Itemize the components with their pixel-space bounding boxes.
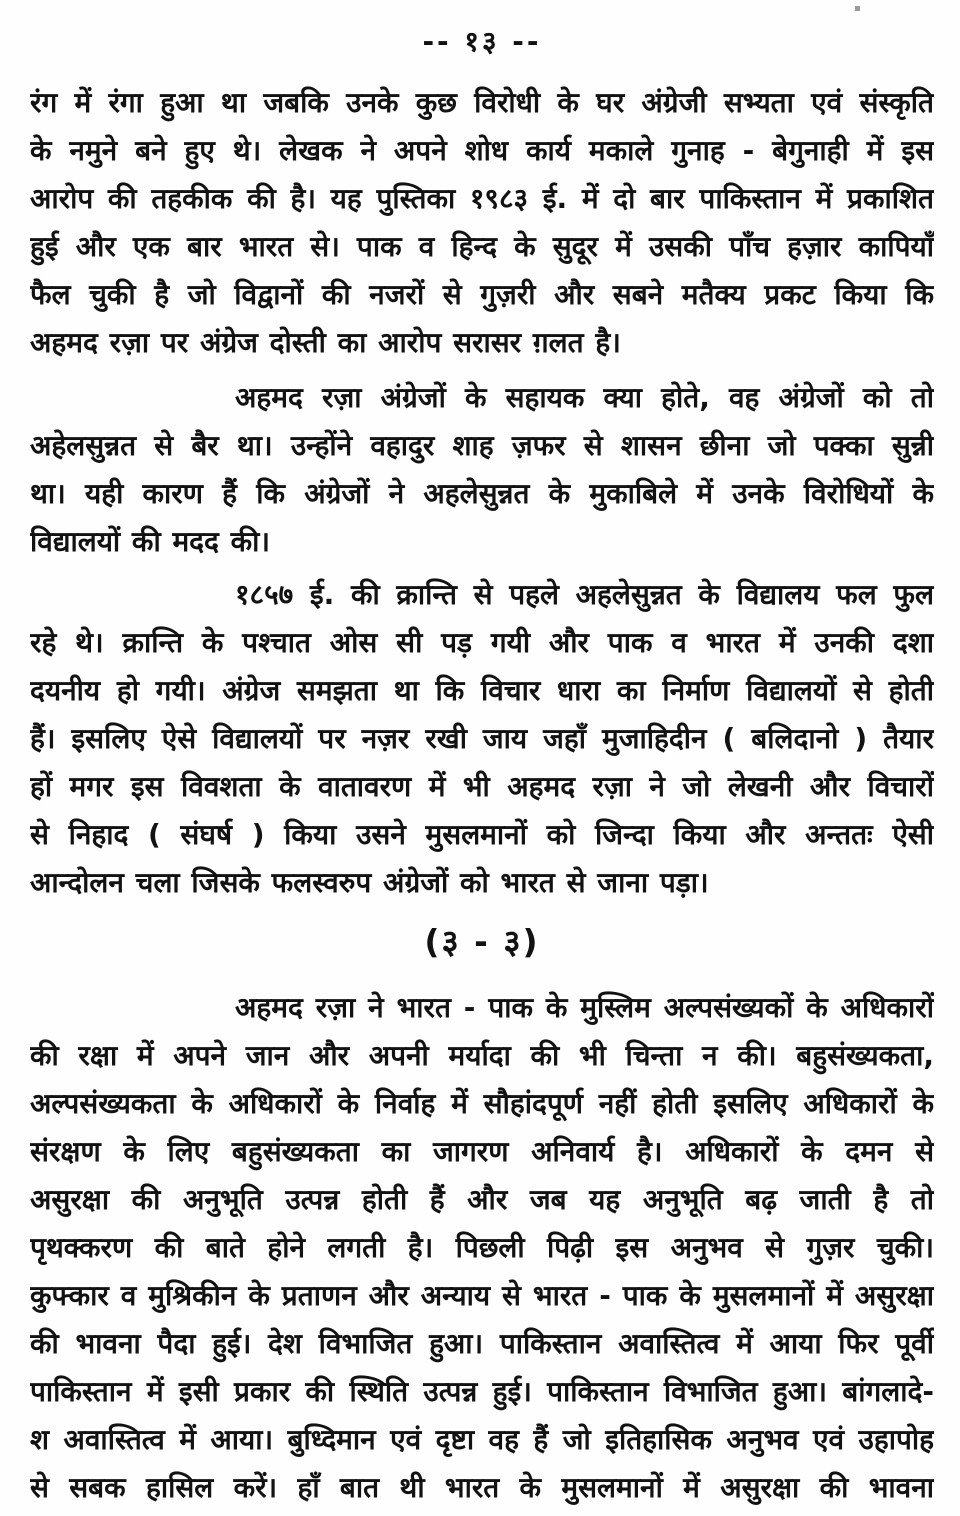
text-line: आरोप की तहकीक की है। यह पुस्तिका १९८३ ई. में दो बार पाकिस्तान में प्रकाशित — [30, 182, 934, 215]
text-line: के नमुने बने हुए थे। लेखक ने अपने शोध कार्य मकाले गुनाह - बेगुनाही में इस — [30, 134, 934, 167]
text-line: अहमद रज़ा अंग्रेजों के सहायक क्या होते, वह अंग्रेजों को तो — [235, 381, 934, 414]
text-line: रहे थे। क्रान्ति के पश्चात ओस सी पड़ गयी और पाक व भारत में उनकी दशा — [30, 626, 934, 659]
text-line: हैं। इसलिए ऐसे विद्यालयों पर नज़र रखी जाय जहाँ मुजाहिदीन ( बलिदानो ) तैयार — [30, 722, 934, 755]
text-line: हों मगर इस विवशता के वातावरण में भी अहमद रज़ा ने जो लेखनी और विचारों — [30, 770, 934, 803]
text-line: अल्पसंख्यकता के अधिकारों के निर्वाह में सौहांदपूर्ण नहीं होती इसलिए अधिकारों के — [30, 1087, 934, 1120]
text-line: संरक्षण के लिए बहुसंख्यकता का जागरण अनिवार्य है। अधिकारों के दमन से — [30, 1135, 934, 1168]
text-line: दयनीय हो गयी। अंग्रेज समझता था कि विचार धारा का निर्माण विद्यालयों से होती — [30, 674, 934, 707]
paragraph — [30, 79, 934, 367]
text-line: आन्दोलन चला जिसके फलस्वरुप अंग्रेजों को भारत से जाना पड़ा। — [30, 866, 709, 899]
text-line: था। यही कारण हैं कि अंग्रेजों ने अहलेसुन्नत के मुकाबिले में उनके विरोधियों के — [30, 477, 934, 510]
text-line: हुई और एक बार भारत से। पाक व हिन्द के सुदूर में उसकी पाँच हज़ार कापियाँ — [30, 230, 934, 263]
text-line: फैल चुकी है जो विद्वानों की नजरों से गुज़री और सबने मतैक्य प्रकट किया कि — [30, 278, 934, 311]
text-line: अहमद रज़ा ने भारत - पाक के मुस्लिम अल्पसंख्यकों के अधिकारों — [235, 991, 934, 1024]
text-line: से निहाद ( संघर्ष ) किया उसने मुसलमानों को जिन्दा किया और अन्ततः ऐसी — [30, 818, 934, 851]
text-blocks — [30, 79, 934, 1512]
text-line: रंग में रंगा हुआ था जबकि उनके कुछ विरोधी के घर अंग्रेजी सभ्यता एवं संस्कृति — [30, 86, 934, 119]
text-line: पृथक्करण की बाते होने लगती है। पिछली पिढ़ी इस अनुभव से गुज़र चुकी। — [30, 1231, 934, 1264]
paragraph — [30, 374, 934, 566]
text-line: असुरक्षा की अनुभूति उत्पन्न होती हैं और जब यह अनुभूति बढ़ जाती है तो — [30, 1183, 934, 1216]
paragraph — [30, 984, 934, 1512]
text-line: १८५७ ई. की क्रान्ति से पहले अहलेसुन्नत के विद्यालय फल फुल — [235, 578, 934, 611]
text-line: की भावना पैदा हुई। देश विभाजित हुआ। पाकिस्तान अवास्तित्व में आया फिर पूर्वी — [30, 1327, 934, 1360]
text-line: श अवास्तित्व में आया। बुध्दिमान एवं दृष्टा वह हैं जो इतिहासिक अनुभव एवं उहापोह — [30, 1423, 934, 1456]
paragraph — [30, 571, 934, 907]
text-line: कुफ्कार व मुश्रिकीन के प्रताणन और अन्याय से भारत - पाक के मुसलमानों में असुरक्षा — [30, 1279, 934, 1312]
text-line: विद्यालयों की मदद की। — [30, 525, 271, 558]
text-line: अहमद रज़ा पर अंग्रेज दोस्ती का आरोप सरासर ग़लत है। — [30, 326, 621, 359]
text-line: की रक्षा में अपने जान और अपनी मर्यादा की भी चिन्ता न की। बहुसंख्यकता, — [30, 1039, 934, 1072]
text-line: अहेलसुन्नत से बैर था। उन्होंने वहादुर शाह ज़फर से शासन छीना जो पक्का सुन्नी — [30, 429, 934, 462]
scan-speck — [855, 6, 860, 11]
text-line: पाकिस्तान में इसी प्रकार की स्थिति उत्पन्न हुई। पाकिस्तान विभाजित हुआ। बांगलादे- — [30, 1375, 934, 1408]
section-heading: (३ - ३) — [424, 922, 540, 961]
text-line: से सबक हासिल करें। हाँ बात थी भारत के मुसलमानों में असुरक्षा की भावना — [30, 1471, 934, 1504]
page-number: -- १३ -- — [422, 25, 542, 58]
